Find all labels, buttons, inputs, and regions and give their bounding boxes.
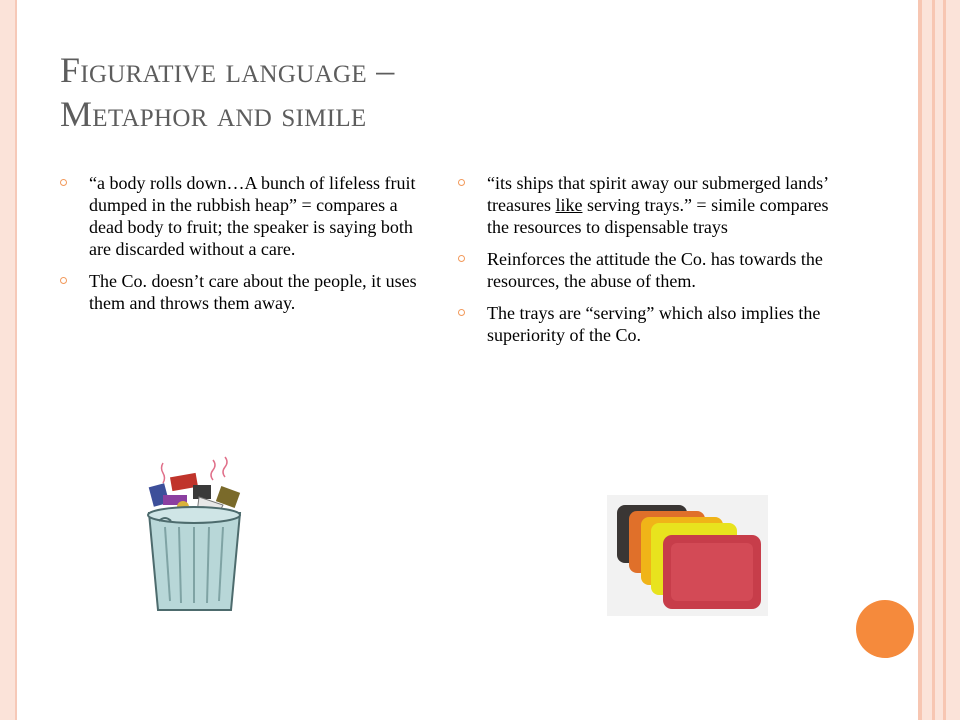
bullet-circle-icon <box>60 277 67 284</box>
trash-can-image <box>143 455 246 615</box>
bullet-circle-icon <box>458 309 465 316</box>
left-bullet-1-text: “a body rolls down…A bunch of lifeless fruit dumped in the rubbish heap” = compares a dead body to fruit; the speaker is saying both are discarded without a care. <box>89 173 416 259</box>
slide-title <box>60 48 760 136</box>
right-bullet-1-underlined: like <box>555 195 583 215</box>
bullet-circle-icon <box>60 179 67 186</box>
decorative-orange-circle <box>856 600 914 658</box>
left-bullet-2-text: The Co. doesn’t care about the people, it uses them and throws them away. <box>89 271 417 313</box>
right-stripe-6 <box>946 0 960 720</box>
right-stripe-2 <box>922 0 932 720</box>
right-bullet-3 <box>458 302 830 346</box>
right-bullet-1-after: serving trays.” = simile compares the resources to dispensable trays <box>487 195 829 237</box>
left-bullet-2 <box>60 270 432 314</box>
right-bullet-2-text: Reinforces the attitude the Co. has towards the resources, the abuse of them. <box>487 249 823 291</box>
right-stripe-4 <box>935 0 943 720</box>
bullet-circle-icon <box>458 255 465 262</box>
right-bullet-list <box>458 172 830 356</box>
right-bullet-1 <box>458 172 830 238</box>
serving-trays-image <box>607 495 768 616</box>
title-line-1: Figurative language – <box>60 50 395 90</box>
right-bullet-1-before: “its ships that spirit away our submerged lands’ treasures <box>487 173 828 215</box>
left-bullet-list <box>60 172 432 324</box>
right-bullet-2 <box>458 248 830 292</box>
title-line-2: Metaphor and simile <box>60 94 367 134</box>
bullet-circle-icon <box>458 179 465 186</box>
left-frame-border <box>0 0 15 720</box>
left-bullet-1 <box>60 172 432 260</box>
right-bullet-3-text: The trays are “serving” which also implies the superiority of the Co. <box>487 303 821 345</box>
